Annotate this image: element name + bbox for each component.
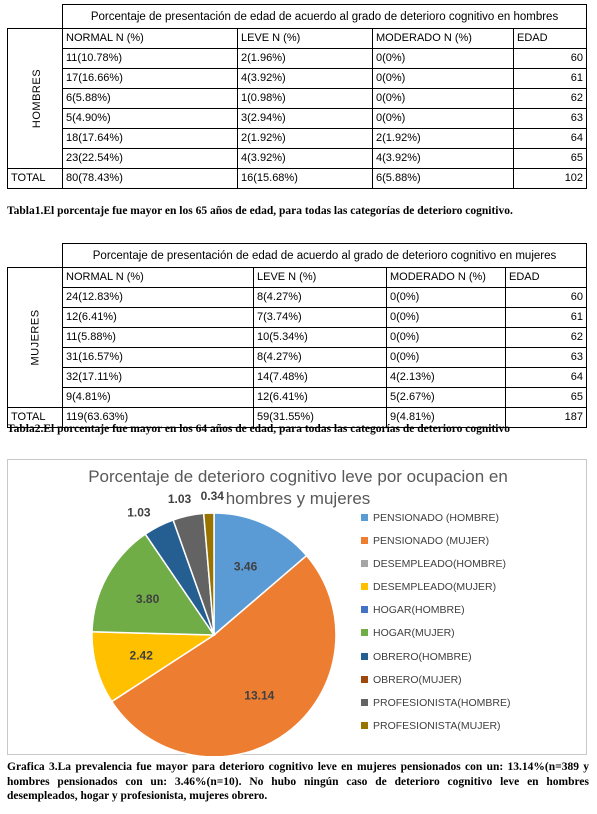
pie-chart	[7, 459, 587, 755]
table-cell: 80(78.43%)	[63, 169, 238, 189]
legend-label: DESEMPLEADO(MUJER)	[373, 581, 497, 594]
table-row	[8, 149, 587, 169]
table-cell: 23(22.54%)	[63, 149, 238, 169]
table-cell: 31(16.57%)	[63, 348, 254, 368]
table-cell: 61	[506, 308, 587, 328]
table-cell: 9(4.81%)	[63, 388, 254, 408]
table-row	[8, 308, 587, 328]
table-row	[8, 89, 587, 109]
table-cell: 0(0%)	[373, 69, 514, 89]
table-total-row	[8, 169, 587, 189]
table-row	[8, 69, 587, 89]
table-corner	[8, 5, 63, 29]
side-label-cell	[8, 29, 63, 169]
legend-label: PENSIONADO (HOMBRE)	[373, 512, 500, 524]
table-cell: 62	[514, 89, 587, 109]
table-cell: 5(4.90%)	[63, 109, 238, 129]
table-caption: Tabla1.El porcentaje fue mayor en los 65 años de edad, para todas las categorías de deterioro cognitivo.	[7, 205, 513, 217]
table-cell: 11(10.78%)	[63, 49, 238, 69]
column-header: EDAD	[514, 29, 587, 49]
total-label: TOTAL	[8, 169, 63, 189]
table-cell: 0(0%)	[387, 308, 506, 328]
legend-item	[361, 535, 510, 558]
legend-label: PROFESIONISTA(MUJER)	[373, 719, 501, 732]
chart-legend	[361, 512, 510, 743]
table-header-row	[8, 268, 587, 288]
side-label-cell	[8, 268, 63, 408]
legend-item	[361, 604, 510, 627]
table-header-row	[8, 29, 587, 49]
legend-label: HOGAR(MUJER)	[373, 627, 455, 640]
legend-item	[361, 627, 510, 650]
table-cell: 12(6.41%)	[254, 388, 387, 408]
table-cell: 0(0%)	[387, 328, 506, 348]
table-cell: 4(3.92%)	[373, 149, 514, 169]
table-cell: 4(3.92%)	[238, 69, 373, 89]
column-header: NORMAL N (%)	[63, 29, 238, 49]
table-row	[8, 328, 587, 348]
table-row	[8, 129, 587, 149]
legend-label: DESEMPLEADO(HOMBRE)	[373, 558, 507, 571]
legend-label: PROFESIONISTA(HOMBRE)	[373, 696, 511, 709]
table-cell: 0(0%)	[373, 109, 514, 129]
total-label: TOTAL	[8, 408, 63, 428]
legend-swatch	[361, 606, 368, 613]
table-cell: 63	[506, 348, 587, 368]
slice-label: 2.42	[129, 648, 153, 663]
table-cell: 65	[514, 149, 587, 169]
table-cell: 1(0.98%)	[238, 89, 373, 109]
legend-swatch	[361, 560, 368, 567]
graph-caption: Grafica 3.La prevalencia fue mayor para deterioro cognitivo leve en mujeres pensionados con un: 13.14%(n=389 y hombres pensionados con un: 3.46%(n=10). No hubo ningún caso de deterioro cognitivo leve en hombres desempleados, hogar y profesionista, mujeres obrero.	[7, 761, 589, 802]
legend-item	[361, 581, 510, 604]
table-cell: 11(5.88%)	[63, 328, 254, 348]
table-cell: 18(17.64%)	[63, 129, 238, 149]
table-cell: 3(2.94%)	[238, 109, 373, 129]
table-title-row	[8, 5, 587, 29]
table-hombres	[7, 4, 587, 189]
table-title-row	[8, 244, 587, 268]
table-title: Porcentaje de presentación de edad de acuerdo al grado de deterioro cognitivo en mujeres	[63, 244, 587, 268]
pie-plot	[8, 460, 348, 756]
table-cell: 61	[514, 69, 587, 89]
table-cell: 64	[506, 368, 587, 388]
slice-label: 0.34	[200, 489, 224, 504]
table-cell: 0(0%)	[387, 348, 506, 368]
table-cell: 7(3.74%)	[254, 308, 387, 328]
legend-item	[361, 697, 510, 720]
table-cell: 102	[514, 169, 587, 189]
table-caption: Tabla2.El porcentaje fue mayor en los 64 años de edad, para todas las categorías de deterioro cognitivo	[7, 423, 511, 435]
table-cell: 14(7.48%)	[254, 368, 387, 388]
legend-label: PENSIONADO (MUJER)	[373, 535, 490, 548]
table-row	[8, 49, 587, 69]
table-cell: 0(0%)	[387, 288, 506, 308]
legend-label: HOGAR(HOMBRE)	[373, 604, 465, 617]
table-cell: 0(0%)	[373, 49, 514, 69]
table-title: Porcentaje de presentación de edad de acuerdo al grado de deterioro cognitivo en hombres	[63, 5, 587, 29]
legend-swatch	[361, 583, 368, 590]
slice-label: 3.46	[233, 559, 258, 574]
table-cell: 17(16.66%)	[63, 69, 238, 89]
legend-item	[361, 512, 510, 535]
side-label: MUJERES	[29, 309, 42, 366]
table-cell: 6(5.88%)	[63, 89, 238, 109]
table-cell: 63	[514, 109, 587, 129]
table-cell: 24(12.83%)	[63, 288, 254, 308]
side-label: HOMBRES	[31, 68, 44, 129]
table-cell: 32(17.11%)	[63, 368, 254, 388]
slice-label: 3.80	[135, 591, 160, 606]
slice-label: 1.03	[167, 492, 192, 507]
table-cell: 12(6.41%)	[63, 308, 254, 328]
table-cell: 4(2.13%)	[387, 368, 506, 388]
table-cell: 2(1.96%)	[238, 49, 373, 69]
table-row	[8, 388, 587, 408]
table-cell: 5(2.67%)	[387, 388, 506, 408]
legend-swatch	[361, 722, 368, 729]
table-row	[8, 368, 587, 388]
table-cell: 16(15.68%)	[238, 169, 373, 189]
table-cell: 187	[506, 408, 587, 428]
legend-swatch	[361, 537, 368, 544]
table-cell: 4(3.92%)	[238, 149, 373, 169]
column-header: MODERADO N (%)	[387, 268, 506, 288]
table-cell: 64	[514, 129, 587, 149]
table-cell: 119(63.63%)	[63, 408, 254, 428]
table-cell: 0(0%)	[373, 89, 514, 109]
legend-item	[361, 720, 510, 743]
legend-swatch	[361, 629, 368, 636]
table-cell: 2(1.92%)	[373, 129, 514, 149]
table-row	[8, 348, 587, 368]
table-cell: 8(4.27%)	[254, 348, 387, 368]
table-cell: 65	[506, 388, 587, 408]
table-mujeres	[7, 243, 587, 428]
table-corner	[8, 244, 63, 268]
table-cell: 2(1.92%)	[238, 129, 373, 149]
column-header: LEVE N (%)	[238, 29, 373, 49]
slice-label: 13.14	[244, 688, 275, 703]
table-cell: 60	[514, 49, 587, 69]
table-cell: 8(4.27%)	[254, 288, 387, 308]
table-cell: 59(31.55%)	[254, 408, 387, 428]
table-cell: 60	[506, 288, 587, 308]
legend-swatch	[361, 514, 368, 521]
column-header: MODERADO N (%)	[373, 29, 514, 49]
table-cell: 10(5.34%)	[254, 328, 387, 348]
legend-label: OBRERO(HOMBRE)	[373, 650, 472, 663]
column-header: LEVE N (%)	[254, 268, 387, 288]
table-cell: 9(4.81%)	[387, 408, 506, 428]
legend-item	[361, 651, 510, 674]
column-header: NORMAL N (%)	[63, 268, 254, 288]
legend-item	[361, 674, 510, 697]
table-row	[8, 109, 587, 129]
column-header: EDAD	[506, 268, 587, 288]
legend-swatch	[361, 699, 368, 706]
legend-label: OBRERO(MUJER)	[373, 673, 462, 686]
chart-title: Porcentaje de deterioro cognitivo leve por ocupacion en hombres y mujeres	[88, 467, 508, 508]
legend-swatch	[361, 676, 368, 683]
table-cell: 62	[506, 328, 587, 348]
legend-item	[361, 558, 510, 581]
table-row	[8, 288, 587, 308]
table-cell: 6(5.88%)	[373, 169, 514, 189]
legend-swatch	[361, 653, 368, 660]
slice-label: 1.03	[127, 505, 151, 520]
